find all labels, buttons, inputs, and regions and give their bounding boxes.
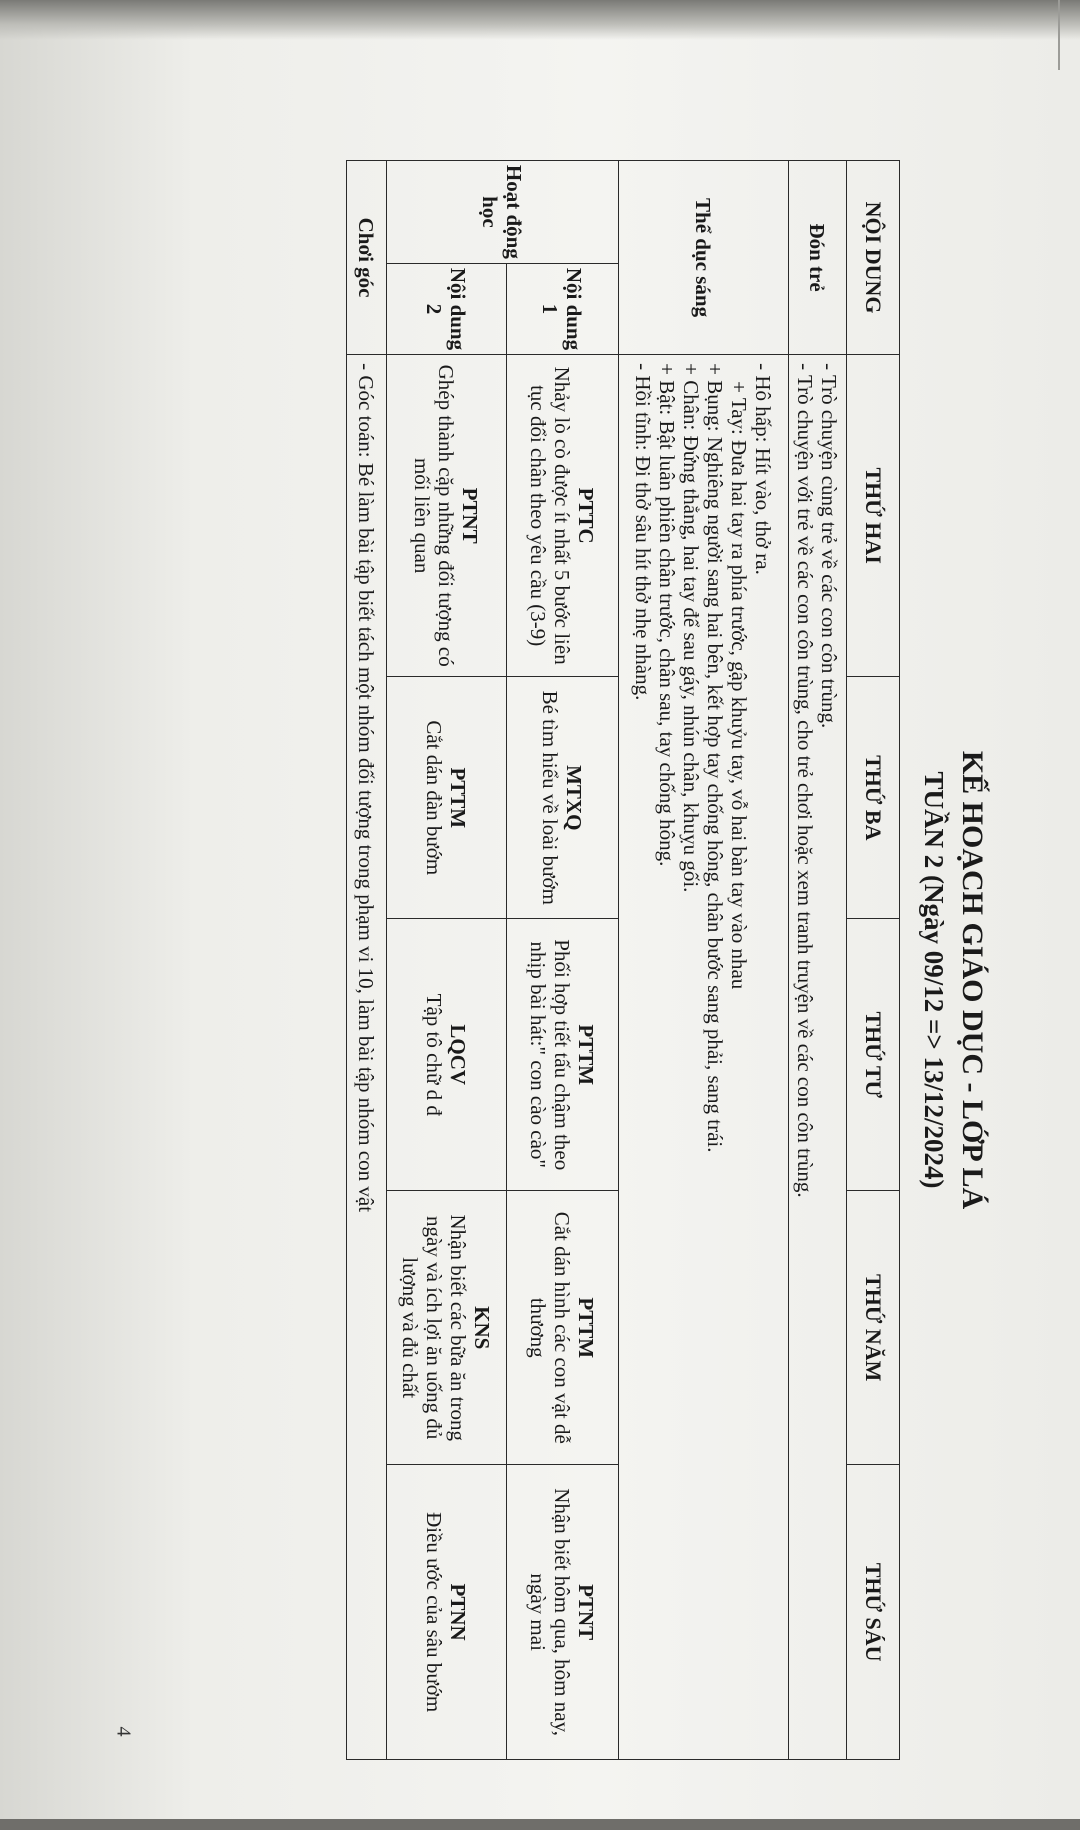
cell-choi-goc: - Góc toán: Bé làm bài tập biết tách một nhóm đối tượng trong phạm vi 10, làm bài tập nhóm con vật: [347, 355, 387, 1760]
the-duc-line-6: - Hồi tĩnh: Đi thở sâu hít thở nhẹ nhàng.: [631, 363, 656, 701]
label-noi-dung-2: Nội dung 2: [387, 263, 507, 354]
nd1-thu-sau: [507, 1465, 619, 1760]
cell-don-tre: [789, 355, 847, 1760]
label-the-duc-sang: Thể dục sáng: [619, 161, 789, 355]
the-duc-line-3: + Bụng: Nghiêng người sang hai bên, kết hợp tay chống hông, chân bước sang phải, sang trái.: [703, 363, 728, 1153]
lesson-plan-table: [346, 160, 900, 1760]
nd2-thu-tu-subject: LQCV: [446, 1024, 471, 1086]
cell-the-duc-sang: [619, 355, 789, 1760]
the-duc-line-4: + Chân: Đứng thẳng, hai tay để sau gáy, nhún chân, khuỵu gối.: [679, 363, 704, 893]
header-noi-dung: NỘI DUNG: [847, 161, 900, 355]
don-tre-line-1: - Trò chuyện cùng trẻ về các con côn trùng.: [817, 363, 842, 729]
nd2-thu-hai-subject: PTNT: [458, 487, 483, 544]
page-top-shadow: [0, 0, 1080, 40]
page-number: 4: [112, 1726, 135, 1737]
nd2-thu-nam-text: Nhận biết các bữa ăn trong ngày và ích lợi ăn uống đủ lượng và đủ chất: [398, 1214, 471, 1441]
header-thu-ba: THỨ BA: [847, 677, 900, 919]
nd2-thu-ba: [387, 677, 507, 919]
nd1-thu-nam: [507, 1191, 619, 1465]
the-duc-line-2: + Tay: Đưa hai tay ra phía trước, gập khuỷu tay, vỗ hai bàn tay vào nhau: [727, 381, 752, 990]
nd2-thu-nam: [387, 1191, 507, 1465]
header-thu-sau: THỨ SÁU: [847, 1465, 900, 1760]
row-the-duc-sang: [619, 161, 789, 1760]
nd1-thu-hai-subject: PTTC: [574, 487, 599, 544]
nd1-thu-ba-subject: MTXQ: [562, 765, 587, 831]
nd1-thu-sau-text: Nhận biết hôm qua, hôm nay, ngày mai: [526, 1488, 575, 1736]
label-hoat-dong-hoc: Hoạt động học: [387, 161, 619, 264]
nd2-thu-sau: [387, 1465, 507, 1760]
nd2-thu-nam-subject: KNS: [470, 1306, 495, 1350]
document-heading: [905, 130, 1000, 1830]
nd2-thu-ba-text: Cắt dán đàn bướm: [422, 720, 447, 876]
nd1-thu-sau-subject: PTNT: [574, 1584, 599, 1641]
nd1-thu-nam-subject: PTTM: [574, 1297, 599, 1359]
nd1-thu-tu-text: Phối hợp tiết tấu chậm theo nhịp bài hát:" con cào cào": [526, 939, 575, 1171]
row-choi-goc: [347, 161, 387, 1760]
nd1-thu-nam-text: Cắt dán hình các con vật dễ thương: [526, 1211, 575, 1444]
nd2-thu-tu-text: Tập tô chữ d đ: [422, 993, 447, 1116]
label-noi-dung-1: Nội dung 1: [507, 263, 619, 354]
header-row: [847, 161, 900, 1760]
nd2-thu-tu: [387, 919, 507, 1191]
the-duc-line-5: + Bật: Bật luân phiên chân trước, chân sau, tay chống hông.: [655, 363, 680, 867]
nd2-thu-ba-subject: PTTM: [446, 767, 471, 829]
nd1-thu-tu-subject: PTTM: [574, 1024, 599, 1086]
don-tre-line-2: - Trò chuyện với trẻ về các con côn trùng, cho trẻ chơi hoặc xem tranh truyện về các con côn trùng.: [793, 363, 818, 1198]
row-noi-dung-2: [387, 161, 507, 1760]
header-thu-nam: THỨ NĂM: [847, 1191, 900, 1465]
nd2-thu-hai-text: Ghép thành cặp những đối tượng có mối liên quan: [410, 364, 459, 667]
label-don-tre: Đón trẻ: [789, 161, 847, 355]
nd2-thu-hai: [387, 355, 507, 677]
nd1-thu-ba-text: Bé tìm hiểu về loài bướm: [538, 690, 563, 905]
nd1-thu-hai: [507, 355, 619, 677]
row-don-tre: [789, 161, 847, 1760]
nd1-thu-hai-text: Nhảy lò cò được ít nhất 5 bước liên tục đổi chân theo yêu cầu (3-9): [526, 366, 575, 665]
label-choi-goc: Chơi góc: [347, 161, 387, 355]
nd1-thu-ba: [507, 677, 619, 919]
document-subtitle: TUẦN 2 (Ngày 09/12 => 13/12/2024): [919, 771, 949, 1189]
the-duc-line-1: - Hô hấp: Hít vào, thở ra.: [751, 363, 776, 575]
document-title: KẾ HOẠCH GIÁO DỤC - LỚP LÁ: [956, 750, 989, 1210]
header-thu-hai: THỨ HAI: [847, 355, 900, 677]
paper-crease: [1058, 0, 1060, 70]
nd2-thu-sau-text: Điều ước của sâu bướm: [422, 1512, 447, 1713]
header-thu-tu: THỨ TƯ: [847, 919, 900, 1191]
rotated-document: [0, 130, 1000, 1830]
row-noi-dung-1: [507, 161, 619, 1760]
nd1-thu-tu: [507, 919, 619, 1191]
nd2-thu-sau-subject: PTNN: [446, 1583, 471, 1641]
